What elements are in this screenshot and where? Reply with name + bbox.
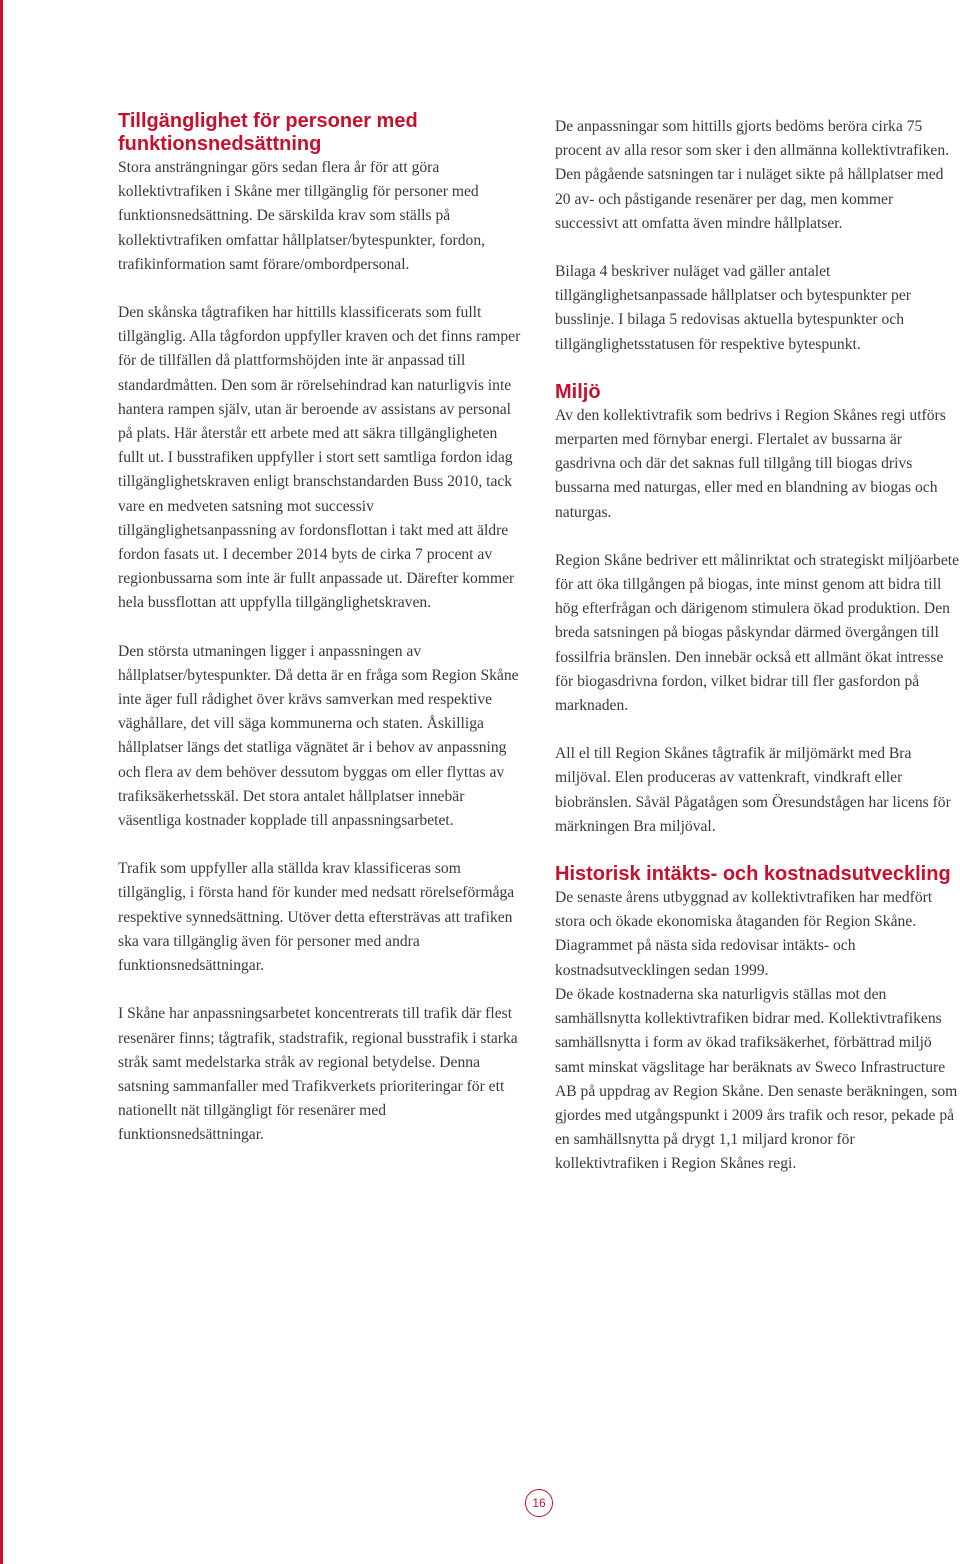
body-paragraph: De ökade kostnaderna ska naturligvis ställas mot den samhällsnytta kollektivtrafiken bidrar med. Kollektivtrafikens samhällsnytta i form av ökad trafiksäkerhet, förbättrad miljö samt minskat vägslitage har beräknats av Sweco Infrastructure AB på uppdrag av Region Skåne. Den senaste beräkningen, som gjordes med utgångspunkt i 2009 års trafik och resor, pekade på en samhällsnytta på drygt 1,1 miljard kronor för kollektivtrafiken i Region Skånes regi. (555, 985, 958, 1173)
environment-heading: Miljö (555, 380, 601, 403)
body-paragraph: Av den kollektivtrafik som bedrivs i Region Skånes regi utförs merparten med förnybar energi. Flertalet av bussarna är gasdrivna och där det saknas full tillgång till biogas drivs bussarna med naturgas, eller med en blandning av biogas och naturgas. (555, 406, 946, 521)
page-edge-rule (0, 0, 3, 1564)
history-heading: Historisk intäkts- och kostnadsutveckling (555, 863, 951, 886)
body-paragraph: De anpassningar som hittills gjorts bedöms beröra cirka 75 procent av alla resor som sker i den allmänna kollektivtrafiken. Den pågående satsningen tar i nuläget sikte på hållplatser med 20 av- och påstigande resenärer per dag, men kommer successivt att omfatta även mindre hållplatser. (555, 118, 950, 232)
body-paragraph: Region Skåne bedriver ett målinriktat och strategiskt miljöarbete för att öka tillgången på biogas, inte minst genom att bidra till hög efterfrågan och därigenom stimulera ökad produktion. Den breda satsningen på biogas påskyndar därmed övergången till fossilfria bränslen. Den innebär också ett allmänt ökat intresse för biogasdrivna fordon, vilket bidrar till fler gasfordon på marknaden. (555, 551, 960, 715)
body-paragraph: Den största utmaningen ligger i anpassningen av hållplatser/bytespunkter. Då detta är en fråga som Region Skåne inte äger full rådighet över krävs samverkan med respektive väghållare, det vill säga kommunerna och staten. Åskilliga hållplatser längs det statliga vägnätet är i behov av anpassning och flera av dem behöver dessutom byggas om eller flyttas av trafiksäkerhetsskäl. Det stora antalet hållplatser innebär väsentliga kostnader kopplade till anpassningsarbetet. (118, 642, 519, 830)
body-paragraph: Bilaga 4 beskriver nuläget vad gäller antalet tillgänglighetsanpassade hållplatser och bytespunkter per busslinje. I bilaga 5 redovisas aktuella bytespunkter och tillgänglighetsstatusen för respektive bytespunkt. (555, 263, 911, 353)
body-paragraph: I Skåne har anpassningsarbetet koncentrerats till trafik där flest resenärer finns; tågtrafik, stadstrafik, regional busstrafik i starka stråk samt medelstarka stråk av regional betydelse. Denna satsning sammanfaller med Trafikverkets prioriteringar för ett nationellt nät tillgängligt för resenärer med funktionsnedsättningar. (118, 1005, 518, 1144)
body-paragraph: Stora ansträngningar görs sedan flera år för att göra kollektivtrafiken i Skåne mer tillgänglig för personer med funktionsnedsättning. De särskilda krav som ställs på kollektivtrafiken omfattar hållplatser/bytespunkter, fordon, trafikinformation samt förare/ombordpersonal. (118, 159, 486, 273)
body-paragraph: All el till Region Skånes tågtrafik är miljömärkt med Bra miljöval. Elen produceras av vattenkraft, vindkraft eller biobränslen. Såväl Pågatågen som Öresundstågen har licens för märkningen Bra miljöval. (555, 745, 951, 835)
page-number-badge (525, 1489, 553, 1517)
body-paragraph: De senaste årens utbyggnad av kollektivtrafiken har medfört stora och ökade ekonomiska åtaganden för Region Skåne. Diagrammet på nästa sida redovisar intäkts- och kostnadsutvecklingen sedan 1999. (555, 889, 933, 979)
body-paragraph: Den skånska tågtrafiken har hittills klassificerats som fullt tillgänglig. Alla tågfordon uppfyller kraven och det finns ramper för de tillfällen då plattformshöjden inte är anpassad till standardmåtten. Den som är rörelsehindrad kan naturligvis inte hantera rampen själv, utan är beroende av assistans av personal på plats. Här återstår ett arbete med att säkra tillgängligheten fullt ut. I busstrafiken uppfyller i stort sett samtliga fordon idag tillgänglighetskraven enligt branschstandarden Buss 2010, tack vare en medveten satsning mot successiv tillgänglighetsanpassning av fordonsflottan i takt med att äldre fordon fasats ut. I december 2014 byts de cirka 7 procent av regionbussarna som inte är fullt anpassade ut. Därefter kommer hela bussflottan att uppfylla tillgänglighetskraven. (118, 304, 521, 612)
page-number: 16 (532, 1496, 546, 1510)
body-paragraph: Trafik som uppfyller alla ställda krav klassificeras som tillgänglig, i första hand för kunder med nedsatt rörelseförmåga respektive synnedsättning. Utöver detta eftersträvas att trafiken ska vara tillgänglig även för personer med andra funktionsnedsättningar. (118, 860, 515, 975)
accessibility-heading: Tillgänglighet för personer med funktionsnedsättning (118, 110, 418, 155)
left-column (118, 110, 522, 1172)
right-column (555, 115, 960, 1201)
